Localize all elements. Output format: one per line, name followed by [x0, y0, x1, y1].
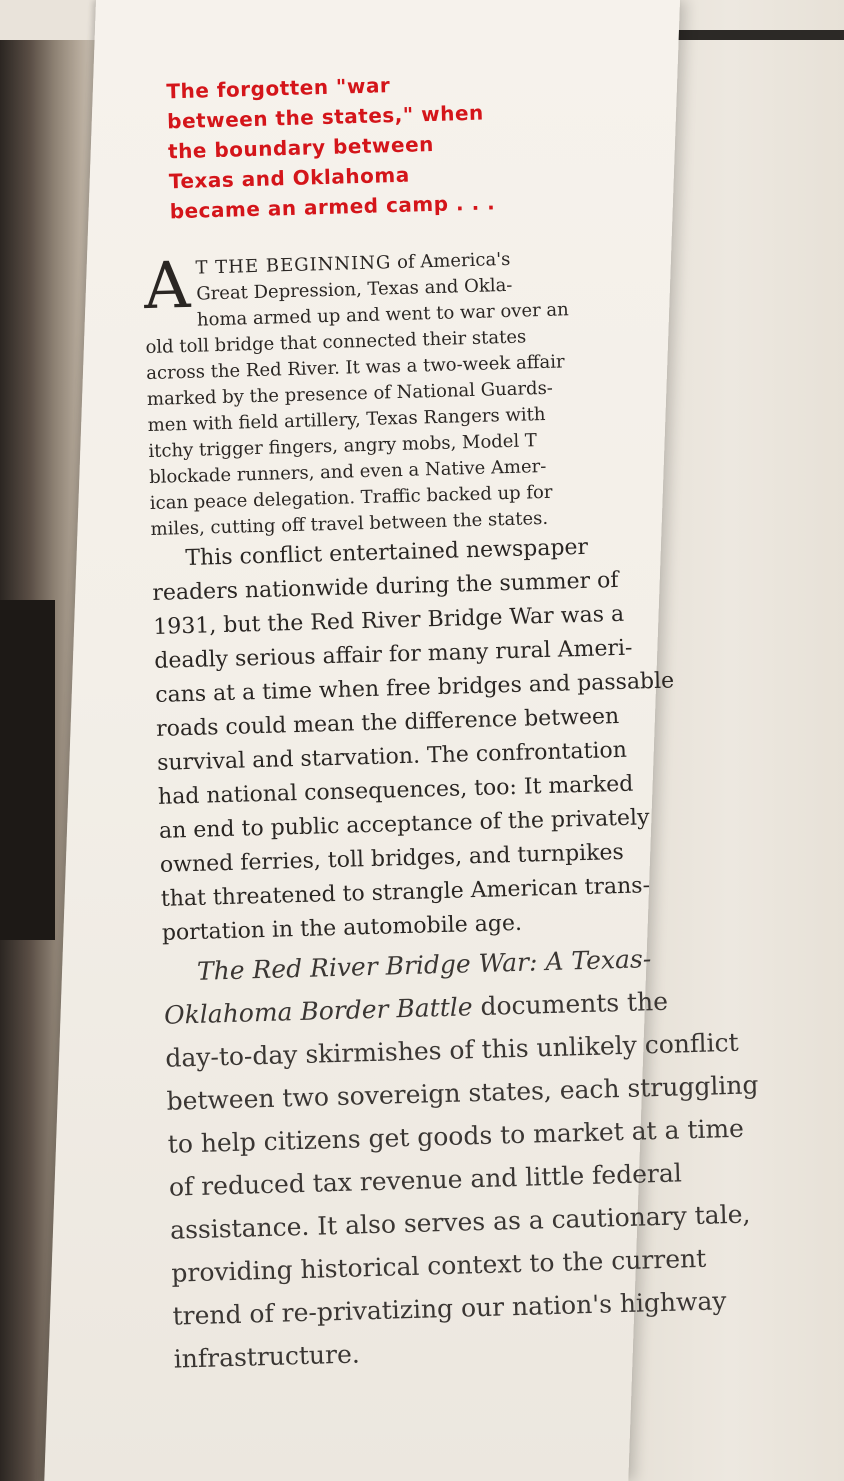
paragraph-1	[143, 245, 571, 543]
paragraph-line: to help citizens get goods to market at a time	[167, 1113, 745, 1159]
paragraph-line: had national consequences, too: It marked	[157, 771, 634, 810]
paragraph-line: Great Depression, Texas and Okla-	[195, 274, 513, 305]
small-caps-opening: T THE BEGINNING	[195, 252, 392, 279]
headline-line: The forgotten "war	[166, 73, 391, 104]
paragraph-line: an end to public acceptance of the privately	[158, 805, 650, 844]
paragraph-line: that threatened to strangle American trans-	[160, 873, 651, 912]
paragraph-line: day-to-day skirmishes of this unlikely conflict	[164, 1027, 739, 1073]
headline-line: became an armed camp . . .	[169, 190, 496, 224]
headline-line: Texas and Oklahoma	[168, 162, 410, 194]
headline-line: the boundary between	[167, 131, 435, 164]
spine-dark-band	[0, 600, 55, 940]
headline-line: between the states," when	[166, 100, 485, 134]
paragraph-line: of reduced tax revenue and little federal	[168, 1158, 683, 1202]
paragraph-line: miles, cutting off travel between the states.	[150, 507, 549, 540]
paragraph-line: assistance. It also serves as a cautionary tale,	[169, 1199, 751, 1245]
headline	[166, 65, 590, 227]
book-title-line: Oklahoma Border Battle	[163, 992, 473, 1030]
paragraph-line-text: of America's	[391, 248, 511, 274]
paragraph-line: marked by the presence of National Guards-	[146, 377, 554, 411]
paragraph-line: cans at a time when free bridges and passable	[154, 668, 675, 708]
paragraph-line: owned ferries, toll bridges, and turnpikes	[159, 839, 625, 878]
paragraph-line-text: documents the	[472, 986, 669, 1022]
paragraph-2	[151, 528, 682, 950]
paragraph-line: old toll bridge that connected their states	[145, 326, 527, 359]
paragraph-line: itchy trigger fingers, angry mobs, Model T	[148, 430, 538, 463]
paragraph-3	[162, 935, 759, 1381]
flap-content	[108, 62, 759, 1381]
paragraph-line: portation in the automobile age.	[161, 910, 523, 946]
flap-body-text	[142, 242, 759, 1380]
paragraph-line: roads could mean the difference between	[155, 703, 620, 742]
paragraph-line: readers nationwide during the summer of	[152, 567, 619, 606]
paragraph-line: providing historical context to the current	[170, 1243, 707, 1288]
paragraph-line: This conflict entertained newspaper	[185, 534, 589, 572]
paragraph-line: men with field artillery, Texas Rangers with	[147, 403, 546, 437]
paragraph-line: across the Red River. It was a two-week affair	[145, 351, 565, 385]
paragraph-line: 1931, but the Red River Bridge War was a	[153, 601, 625, 640]
paragraph-line: blockade runners, and even a Native Amer-	[148, 455, 547, 489]
paragraph-line: trend of re-privatizing our nation's highway	[172, 1286, 727, 1331]
paragraph-line: homa armed up and went to war over an	[196, 299, 570, 331]
paragraph-line: survival and starvation. The confrontation	[156, 737, 628, 776]
paragraph-line: deadly serious affair for many rural Ameri-	[153, 635, 633, 674]
drop-cap: A	[142, 248, 192, 325]
paragraph-line: between two sovereign states, each struggling	[166, 1070, 759, 1116]
paragraph-line: ican peace delegation. Traffic backed up for	[149, 481, 553, 514]
paragraph-line: infrastructure.	[173, 1339, 361, 1374]
book-title-line: The Red River Bridge War: A Texas-	[196, 944, 652, 986]
